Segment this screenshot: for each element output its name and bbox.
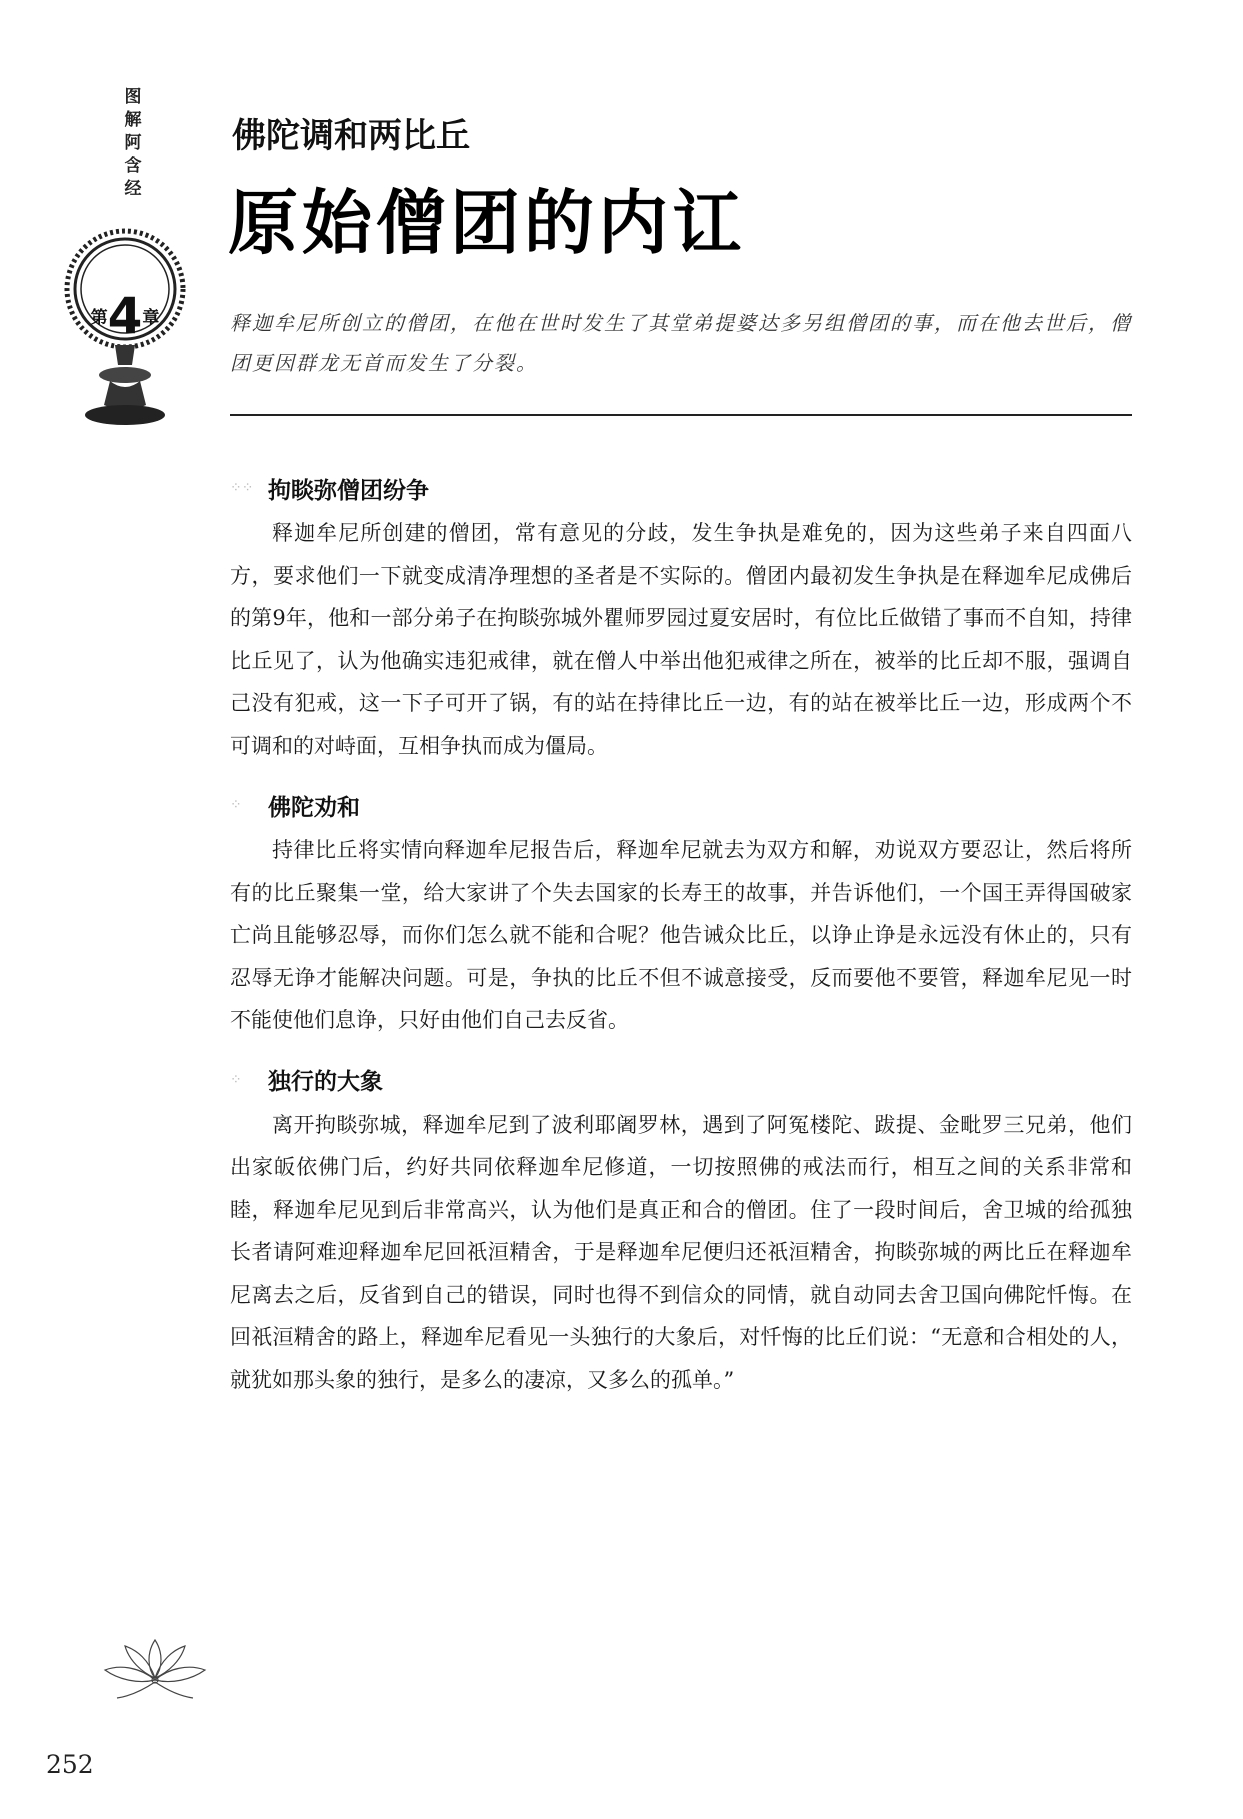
book-title-vertical: [118, 86, 148, 201]
section-paragraph: 持律比丘将实情向释迦牟尼报告后，释迦牟尼就去为双方和解，劝说双方要忍让，然后将所有的比丘聚集一堂，给大家讲了个失去国家的长寿王的故事，并告诉他们，一个国王弄得国破家亡尚且能够忍辱，而你们怎么就不能和合呢？他告诫众比丘，以诤止诤是永远没有休止的，只有忍辱无诤才能解决问题。可是，争执的比丘不但不诚意接受，反而要他不要管，释迦牟尼见一时不能使他们息诤，只好由他们自己去反省。: [230, 838, 1132, 1032]
divider-rule: [230, 414, 1132, 416]
book-title-char: 含: [124, 156, 142, 176]
book-title-char: 阿: [124, 133, 142, 153]
book-title-char: 解: [124, 110, 142, 130]
lotus-ornament-icon: [95, 1630, 215, 1705]
chapter-prefix: 第: [90, 308, 108, 328]
dotted-bullet-icon: ⁘: [230, 797, 242, 813]
section-heading: [230, 1062, 1132, 1098]
book-title-char: 图: [124, 87, 142, 107]
chapter-number: 4: [107, 287, 143, 345]
article-body: [230, 470, 1132, 1421]
section-heading-text: 佛陀劝和: [268, 794, 360, 821]
section-heading-text: 拘睒弥僧团纷争: [268, 477, 429, 504]
book-title-char: 经: [124, 179, 142, 199]
section-paragraph: 释迦牟尼所创建的僧团，常有意见的分歧，发生争执是难免的，因为这些弟子来自四面八方，要求他们一下就变成清净理想的圣者是不实际的。僧团内最初发生争执是在释迦牟尼成佛后的第9年，他和一部分弟子在拘睒弥城外瞿师罗园过夏安居时，有位比丘做错了事而不自知，持律比丘见了，认为他确实违犯戒律，就在僧人中举出他犯戒律之所在，被举的比丘却不服，强调自己没有犯戒，这一下子可开了锅，有的站在持律比丘一边，有的站在被举比丘一边，形成两个不可调和的对峙面，互相争执而成为僵局。: [230, 521, 1132, 758]
page-number: 252: [46, 1750, 94, 1779]
section-heading: [230, 470, 1132, 506]
chapter-badge: [60, 287, 190, 345]
chapter-suffix: 章: [142, 308, 160, 328]
section-paragraph: 离开拘睒弥城，释迦牟尼到了波利耶阇罗林，遇到了阿冤楼陀、跋提、金毗罗三兄弟，他们出家皈依佛门后，约好共同依释迦牟尼修道，一切按照佛的戒法而行，相互之间的关系非常和睦，释迦牟尼见到后非常高兴，认为他们是真正和合的僧团。住了一段时间后，舍卫城的给孤独长者请阿难迎释迦牟尼回祇洹精舍，于是释迦牟尼便归还祇洹精舍，拘睒弥城的两比丘在释迦牟尼离去之后，反省到自己的错误，同时也得不到信众的同情，就自动同去舍卫国向佛陀忏悔。在回祇洹精舍的路上，释迦牟尼看见一头独行的大象后，对忏悔的比丘们说：“无意和合相处的人，就犹如那头象的独行，是多么的凄凉，又多么的孤单。”: [230, 1112, 1132, 1392]
dotted-bullet-icon: ⁘⁘: [230, 480, 254, 496]
page-title: 原始僧团的内讧: [228, 181, 746, 264]
dotted-bullet-icon: ⁘: [230, 1071, 242, 1088]
section-heading: [230, 787, 1132, 823]
intro-summary: 释迦牟尼所创立的僧团，在他在世时发生了其堂弟提婆达多另组僧团的事，而在他去世后，僧团更因群龙无首而发生了分裂。: [230, 311, 1132, 375]
section-subtitle: 佛陀调和两比丘: [232, 116, 470, 156]
section-heading-text: 独行的大象: [268, 1069, 383, 1095]
